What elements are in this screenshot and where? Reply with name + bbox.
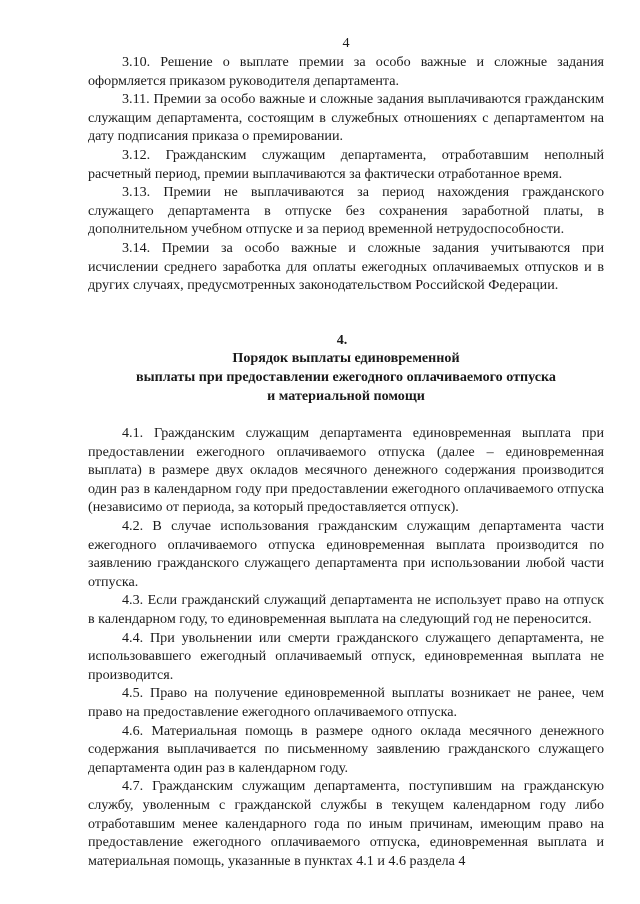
page-number: 4 [342, 35, 350, 51]
section-heading-line-1 [88, 331, 604, 368]
paragraph-4-6: 4.6. Материальная помощь в размере одного оклада месячного денежного содержания выплачивается по письменному заявлению гражданского служащего департамента один раз в календарном году. [88, 722, 604, 776]
section-spacer [88, 295, 604, 331]
paragraph-3-13: 3.13. Премии не выплачиваются за период нахождения гражданского служащего департамента в отпуске без сохранения заработной платы, в дополнительном учебном отпуске и за период временной нетрудоспособности. [88, 184, 604, 238]
paragraph-4-5: 4.5. Право на получение единовременной выплаты возникает не ранее, чем право на предоставление ежегодного оплачиваемого отпуска. [88, 685, 604, 720]
paragraph-4-4: 4.4. При увольнении или смерти гражданского служащего департамента, не использовавшего ежегодный оплачиваемый отпуск, единовременная выплата не производится. [88, 629, 604, 683]
section-4-heading [88, 331, 604, 405]
paragraph-3-14: 3.14. Премии за особо важные и сложные задания учитываются при исчислении среднего заработка для оплаты ежегодных оплачиваемых отпусков и в других случаях, предусмотренных законодательством Российской Федерации. [88, 239, 604, 294]
paragraph-4-3: 4.3. Если гражданский служащий департамента не использует право на отпуск в календарном году, то единовременная выплата на следующий год не переносится. [88, 592, 604, 628]
paragraph-3-12: 3.12. Гражданским служащим департамента, отработавшим неполный расчетный период, премии выплачиваются за фактически отработанное время. [88, 146, 604, 182]
paragraph-4-7: 4.7. Гражданским служащим департамента, поступившим на гражданскую службу, уволенным с гражданской службы в текущем календарном году либо отработавшим менее календарного года по иным причинам, имеющим право на предоставление ежегодного оплачиваемого отпуска, единовременная выплата и материальная помощь, указанные в пунктах 4.1 и 4.6 раздела 4 [88, 778, 604, 869]
paragraph-4-1: 4.1. Гражданским служащим департамента единовременная выплата при предоставлении ежегодного оплачиваемого отпуска (далее – единовременная выплата) в размере двух окладов месячного денежного содержания производится один раз в календарном году при предоставлении ежегодного оплачиваемого отпуска (независимо от периода, за который предоставляется отпуск). [88, 425, 604, 516]
paragraph-4-2: 4.2. В случае использования гражданским служащим департамента части ежегодного оплачиваемого отпуска единовременная выплата производится по заявлению гражданского служащего департамента при использовании любой части отпуска. [88, 518, 604, 590]
section-title-line-2: выплаты при предоставлении ежегодного оплачиваемого отпуска [136, 368, 556, 385]
section-number: 4. [336, 331, 348, 348]
section-title-line-3: и материальной помощи [267, 387, 425, 404]
paragraph-3-10: 3.10. Решение о выплате премии за особо важные и сложные задания оформляется приказом руководителя департамента. [88, 54, 604, 89]
section-title-line-1: Порядок выплаты единовременной [232, 350, 460, 367]
paragraph-3-11: 3.11. Премии за особо важные и сложные задания выплачиваются гражданским служащим департамента, состоящим в служебных отношениях с департаментом на дату подписания приказа о премировании. [88, 91, 604, 145]
